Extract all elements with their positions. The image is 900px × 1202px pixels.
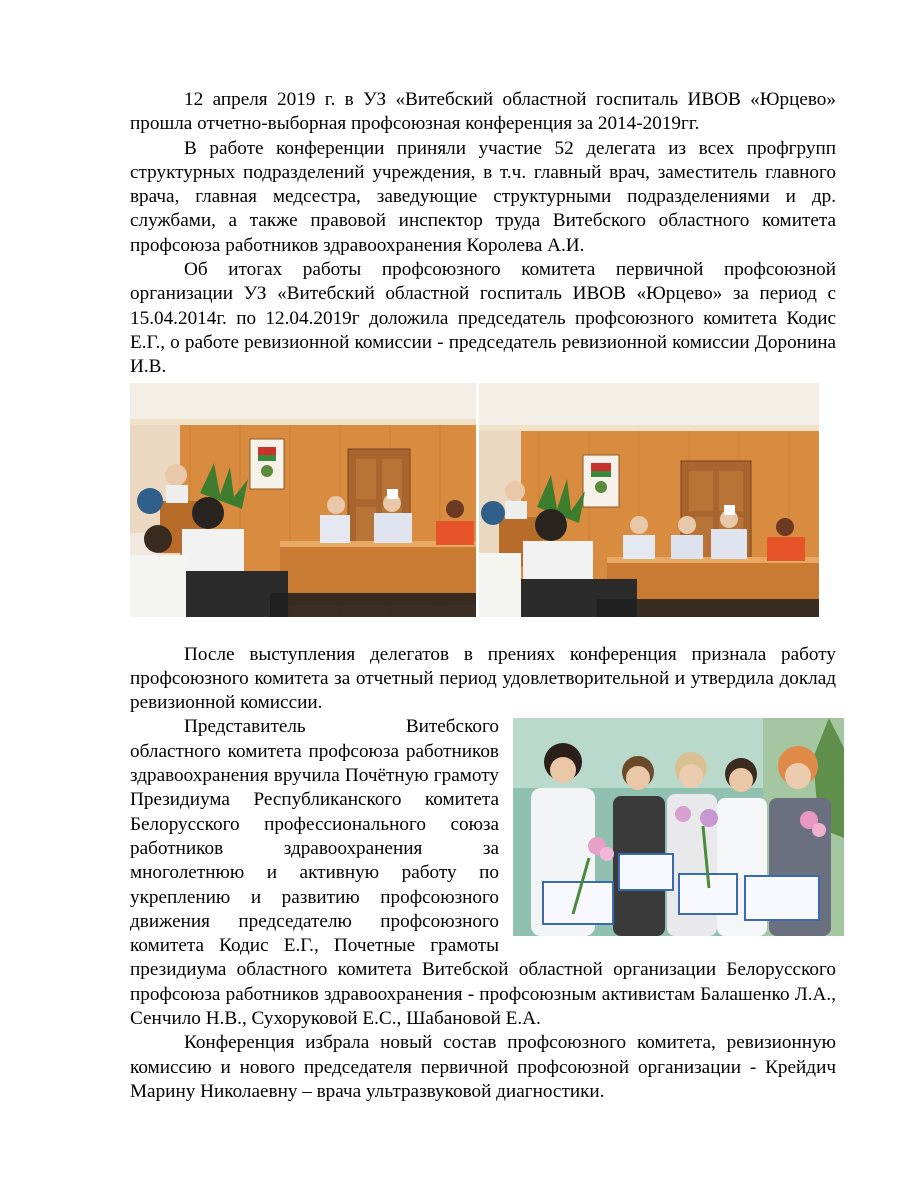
paragraph-debate: После выступления делегатов в прениях конференция признала работу профсоюзного комитета за отчетный период удовлетворительной и утвердила доклад ревизионной комиссии. — [130, 643, 836, 714]
paragraph-intro: 12 апреля 2019 г. в УЗ «Витебский областной госпиталь ИВОВ «Юрцево» прошла отчетно-выборная профсоюзная конференция за 2014-2019гг. — [130, 89, 836, 135]
document-page — [130, 88, 836, 1104]
conference-hall-photo-right — [479, 383, 819, 617]
paragraph-participants: В работе конференции приняли участие 52 делегата из всех профгрупп структурных подразделений учреждения, в т.ч. главный врач, заместитель главного врача, главная медсестра, заведующие структурными подразделениями и др. службами, а также правовой инспектор труда Витебского областного комитета профсоюза работников здравоохранения Королева А.И. — [130, 137, 836, 256]
paragraph-report: Об итогах работы профсоюзного комитета первичной профсоюзной организации УЗ «Витебский областной госпиталь ИВОВ «Юрцево» за период с 15.04.2014г. по 12.04.2019г доложила председатель профсоюзного комитета Кодис Е.Г., о работе ревизионной комиссии - председатель ревизионной комиссии Доронина И.В. — [130, 259, 836, 378]
conference-hall-photo-left — [130, 383, 476, 617]
award-photo — [513, 718, 844, 936]
paragraph-election: Конференция избрала новый состав профсоюзного комитета, ревизионную комиссию и нового председателя первичной профсоюзной организации - Крейдич Марину Николаевну – врача ультразвуковой диагностики. — [130, 1032, 836, 1102]
conference-photos — [130, 383, 836, 617]
paragraph-awards: Представитель Витебского областного комитета профсоюза работников здравоохранения вручила Почётную грамоту Президиума Республиканского комитета Белорусского профессионального союза работников здравоохранения за многолетнюю и активную работу по укреплению и развитию профсоюзного движения председателю профсоюзного комитета Кодис Е.Г., Почетные грамоты президиума областного комитета Витебской областной организации Белорусского профсоюза работников здравоохранения - профсоюзным активистам Балашенко Л.А., Сенчило Н.В., Сухоруковой Е.С., Шабановой Е.А. — [130, 716, 836, 1030]
